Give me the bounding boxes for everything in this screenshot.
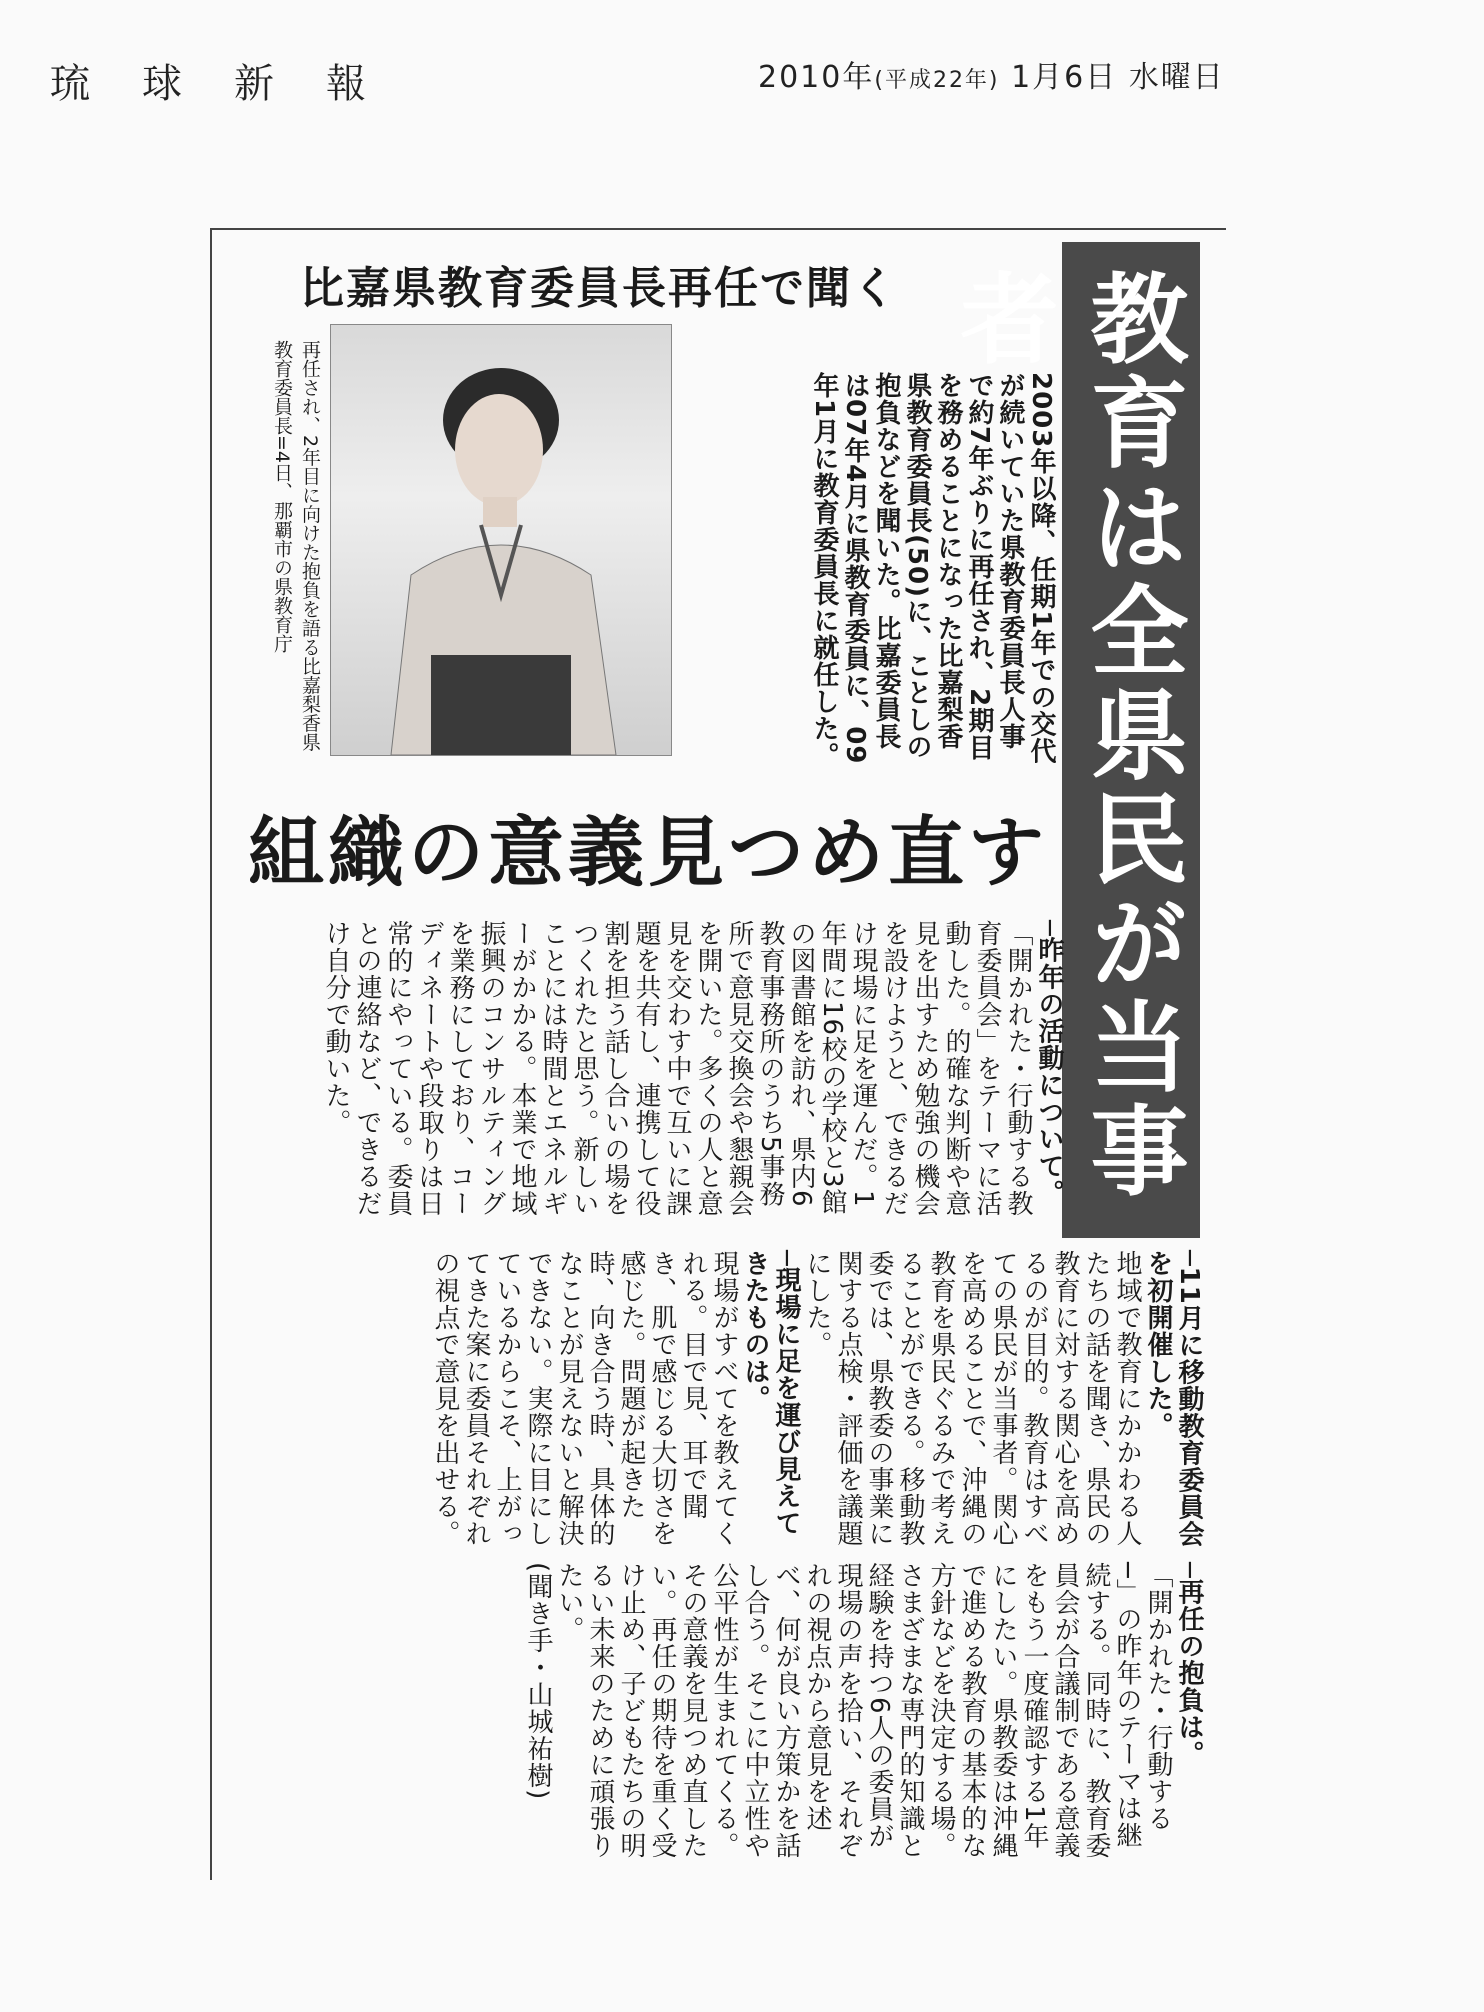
date-year: 2010年 bbox=[758, 60, 875, 95]
paper-name: 琉球新報 bbox=[50, 61, 418, 107]
body-section-1 bbox=[228, 920, 1064, 1230]
subheadline: 組織の意義見つめ直す bbox=[248, 808, 1048, 897]
portrait-photo bbox=[330, 324, 672, 756]
weekday: 水曜日 bbox=[1128, 60, 1225, 95]
question-4: ─再任の抱負は。 bbox=[1174, 1562, 1204, 1768]
answer-2: 地域で教育にかかわる人たちの話を聞き、県民の教育に対する関心を高めるのが目的。教育はすべての県民が当事者。関心を高めることで、沖縄の教育を県民ぐるみで考えることができる。移動教委では、県教委の事業に関する点検・評価を議題にした。 bbox=[802, 1250, 1142, 1547]
photo-caption: 再任され、2年目に向けた抱負を語る比嘉梨香県教育委員長=4日、那覇市の県教育庁 bbox=[271, 340, 321, 752]
question-1: ─昨年の活動について。 bbox=[1034, 920, 1064, 1207]
portrait-illustration bbox=[331, 325, 671, 755]
answer-4: 「開かれた・行動する─」の昨年のテーマは継続する。同時に、教育委員会が合議制である意義をもう一度確認する1年にしたい。県教委は沖縄で進める教育の基本的な方針などを決定する場。さまざまな専門的知識と経験を持つ6人の委員が現場の声を拾い、それぞれの視点から意見を述べ、何が良い方策かを話し合う。そこに中立性や公平性が生まれてくる。その意義を見つめ直したい。再任の期待を重く受け止め、子どもたちの明るい未来のために頑張りたい。 bbox=[554, 1562, 1173, 1859]
body-section-3 bbox=[228, 1562, 1204, 1862]
date-day: 1月6日 bbox=[1011, 60, 1118, 95]
headline: 教育は全県民が当事者 bbox=[944, 268, 1188, 1204]
date-era: (平成22年) bbox=[874, 68, 1000, 93]
answer-3: 現場がすべてを教えてくれる。目で見、耳で聞き、肌で感じる大切さを感じた。問題が起きた時、向き合う時、具体的なことが見えないと解決できない。実際に目にしているからこそ、上がってきた案に委員それぞれの視点で意見を出せる。 bbox=[430, 1250, 739, 1547]
answer-1: 「開かれた・行動する教育委員会」をテーマに活動した。的確な判断や意見を出すため勉強の機会を設けようと、できるだけ現場に足を運んだ。1年間に16校の学校と3館の図書館を訪れ、県内6教育事務所のうち5事務所で意見交換会や懇親会を開いた。多くの人と意見を交わす中で互いに課題を共有し、連携して役割を担う話し合いの場をつくれたと思う。新しいことには時間とエネルギーがかかる。本業で地域振興のコンサルティングを業務にしており、コーディネートや段取りは日常的にやっている。委員との連絡など、できるだけ自分で動いた。 bbox=[321, 920, 1033, 1217]
byline-credit: (聞き手・山城祐樹) bbox=[523, 1562, 553, 1801]
kicker: 比嘉県教育委員長再任で聞く bbox=[300, 263, 898, 314]
body-section-2 bbox=[228, 1250, 1204, 1550]
question-2: ─11月に移動教育委員会を初開催した。 bbox=[1143, 1250, 1204, 1548]
lead-paragraph: 2003年以降、任期1年での交代が続いていた県教育委員長人事で約7年ぶりに再任され、2期目を務めることになった比嘉梨香県教育委員長(50)に、ことしの抱負などを聞いた。比嘉委員長は07年4月に県教育委員に、09年1月に教育委員長に就任した。 bbox=[809, 372, 1056, 770]
issue-date bbox=[758, 52, 1225, 96]
question-3: ─現場に足を運び見えてきたものは。 bbox=[740, 1250, 801, 1537]
